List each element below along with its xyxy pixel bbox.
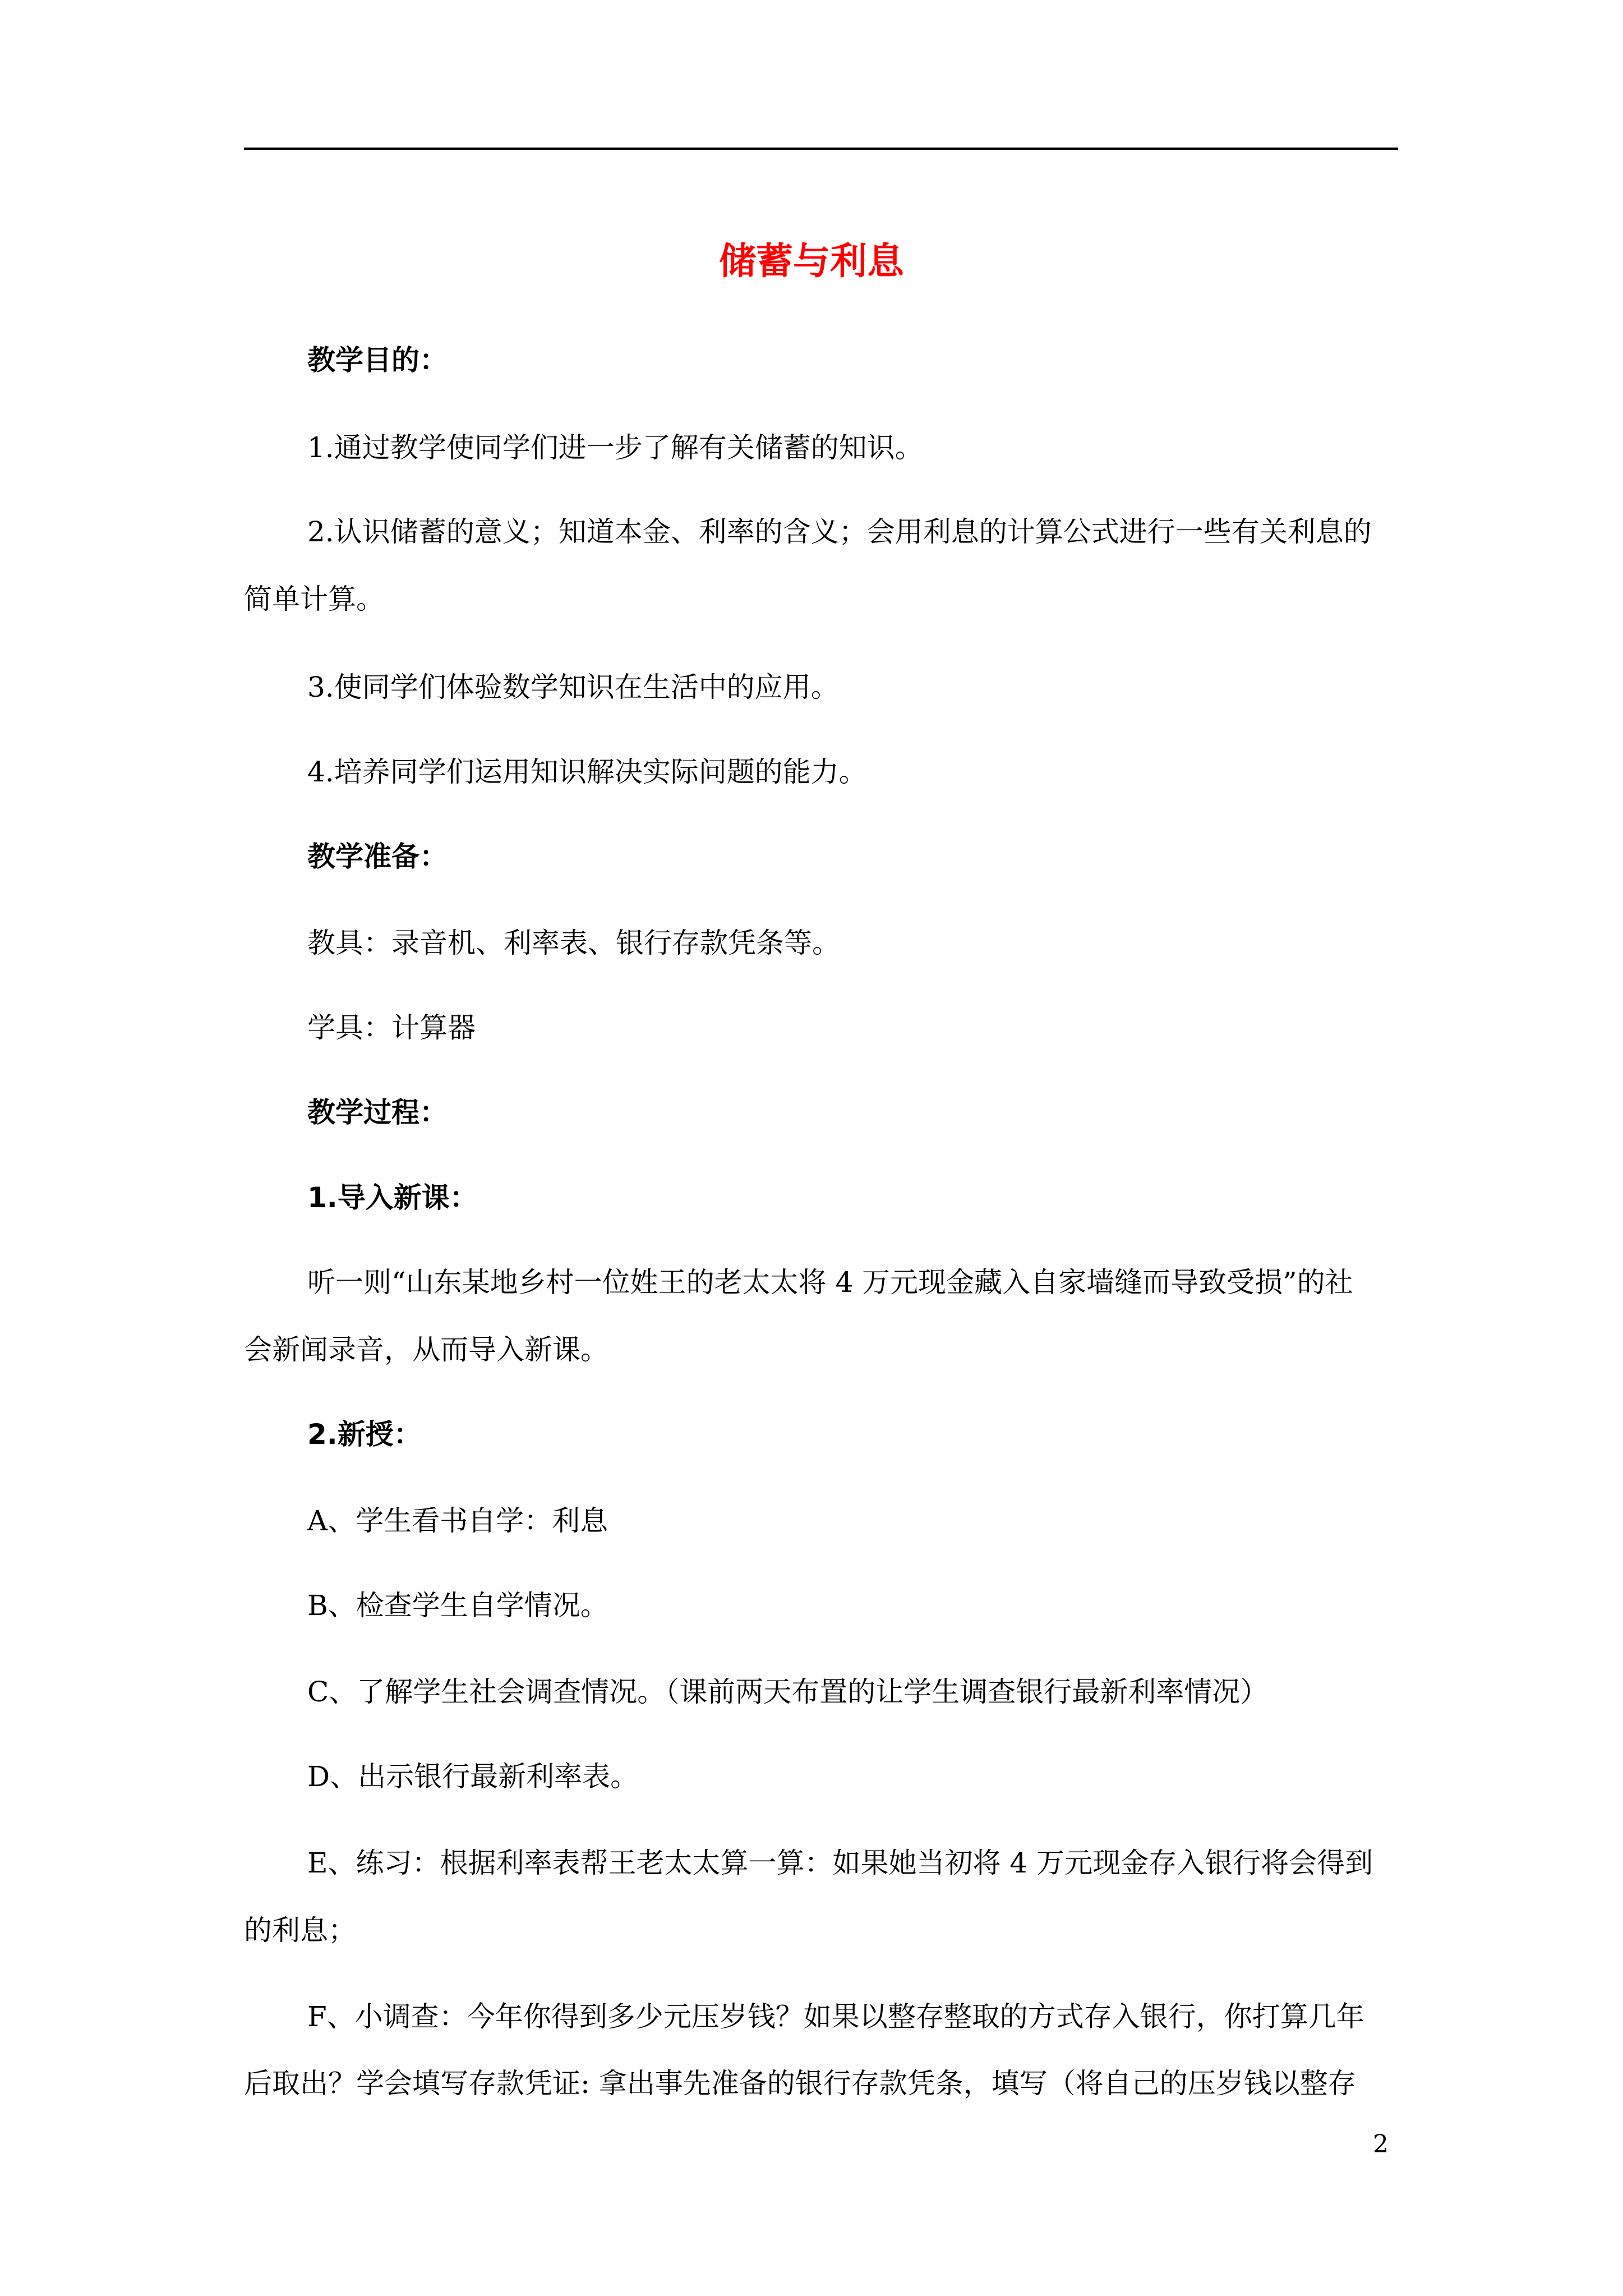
paragraph-line: A、学生看书自学：利息: [307, 1504, 608, 1537]
section-heading: 教学目的：: [307, 344, 448, 376]
paragraph-line: E、练习：根据利率表帮王老太太算一算：如果她当初将 4 万元现金存入银行将会得到: [307, 1847, 1373, 1879]
paragraph-line: 2.认识储蓄的意义；知道本金、利率的含义；会用利息的计算公式进行一些有关利息的: [307, 516, 1372, 548]
section-heading: 教学过程：: [307, 1096, 448, 1129]
paragraph-line: 4.培养同学们运用知识解决实际问题的能力。: [307, 756, 867, 788]
paragraph-line: C、了解学生社会调查情况。（课前两天布置的让学生调查银行最新利率情况）: [307, 1676, 1269, 1708]
paragraph-line: 学具：计算器: [307, 1011, 476, 1044]
paragraph-line: 后取出？学会填写存款凭证: 拿出事先准备的银行存款凭条，填写（将自己的压岁钱以整存: [244, 2067, 1356, 2100]
paragraph-line: D、出示银行最新利率表。: [307, 1760, 639, 1793]
section-heading: 教学准备：: [307, 840, 448, 873]
paragraph-line: 会新闻录音，从而导入新课。: [244, 1333, 608, 1366]
paragraph-line: 听一则“山东某地乡村一位姓王的老太太将 4 万元现金藏入自家墙缝而导致受损”的社: [307, 1266, 1353, 1299]
section-heading: 2.新授：: [307, 1418, 422, 1451]
paragraph-line: 简单计算。: [244, 583, 384, 615]
section-heading: 1.导入新课：: [307, 1181, 478, 1214]
paragraph-line: 3.使同学们体验数学知识在生活中的应用。: [307, 671, 839, 703]
page-number: 2: [1373, 2130, 1389, 2159]
document-title: 储蓄与利息: [719, 240, 904, 283]
paragraph-line: 的利息；: [244, 1914, 356, 1947]
paragraph-line: F、小调查：今年你得到多少元压岁钱？如果以整存整取的方式存入银行，你打算几年: [307, 2000, 1364, 2033]
paragraph-line: 1.通过教学使同学们进一步了解有关储蓄的知识。: [307, 431, 923, 464]
header-rule: [244, 148, 1398, 150]
paragraph-line: 教具：录音机、利率表、银行存款凭条等。: [307, 927, 840, 959]
paragraph-line: B、检查学生自学情况。: [307, 1589, 608, 1622]
